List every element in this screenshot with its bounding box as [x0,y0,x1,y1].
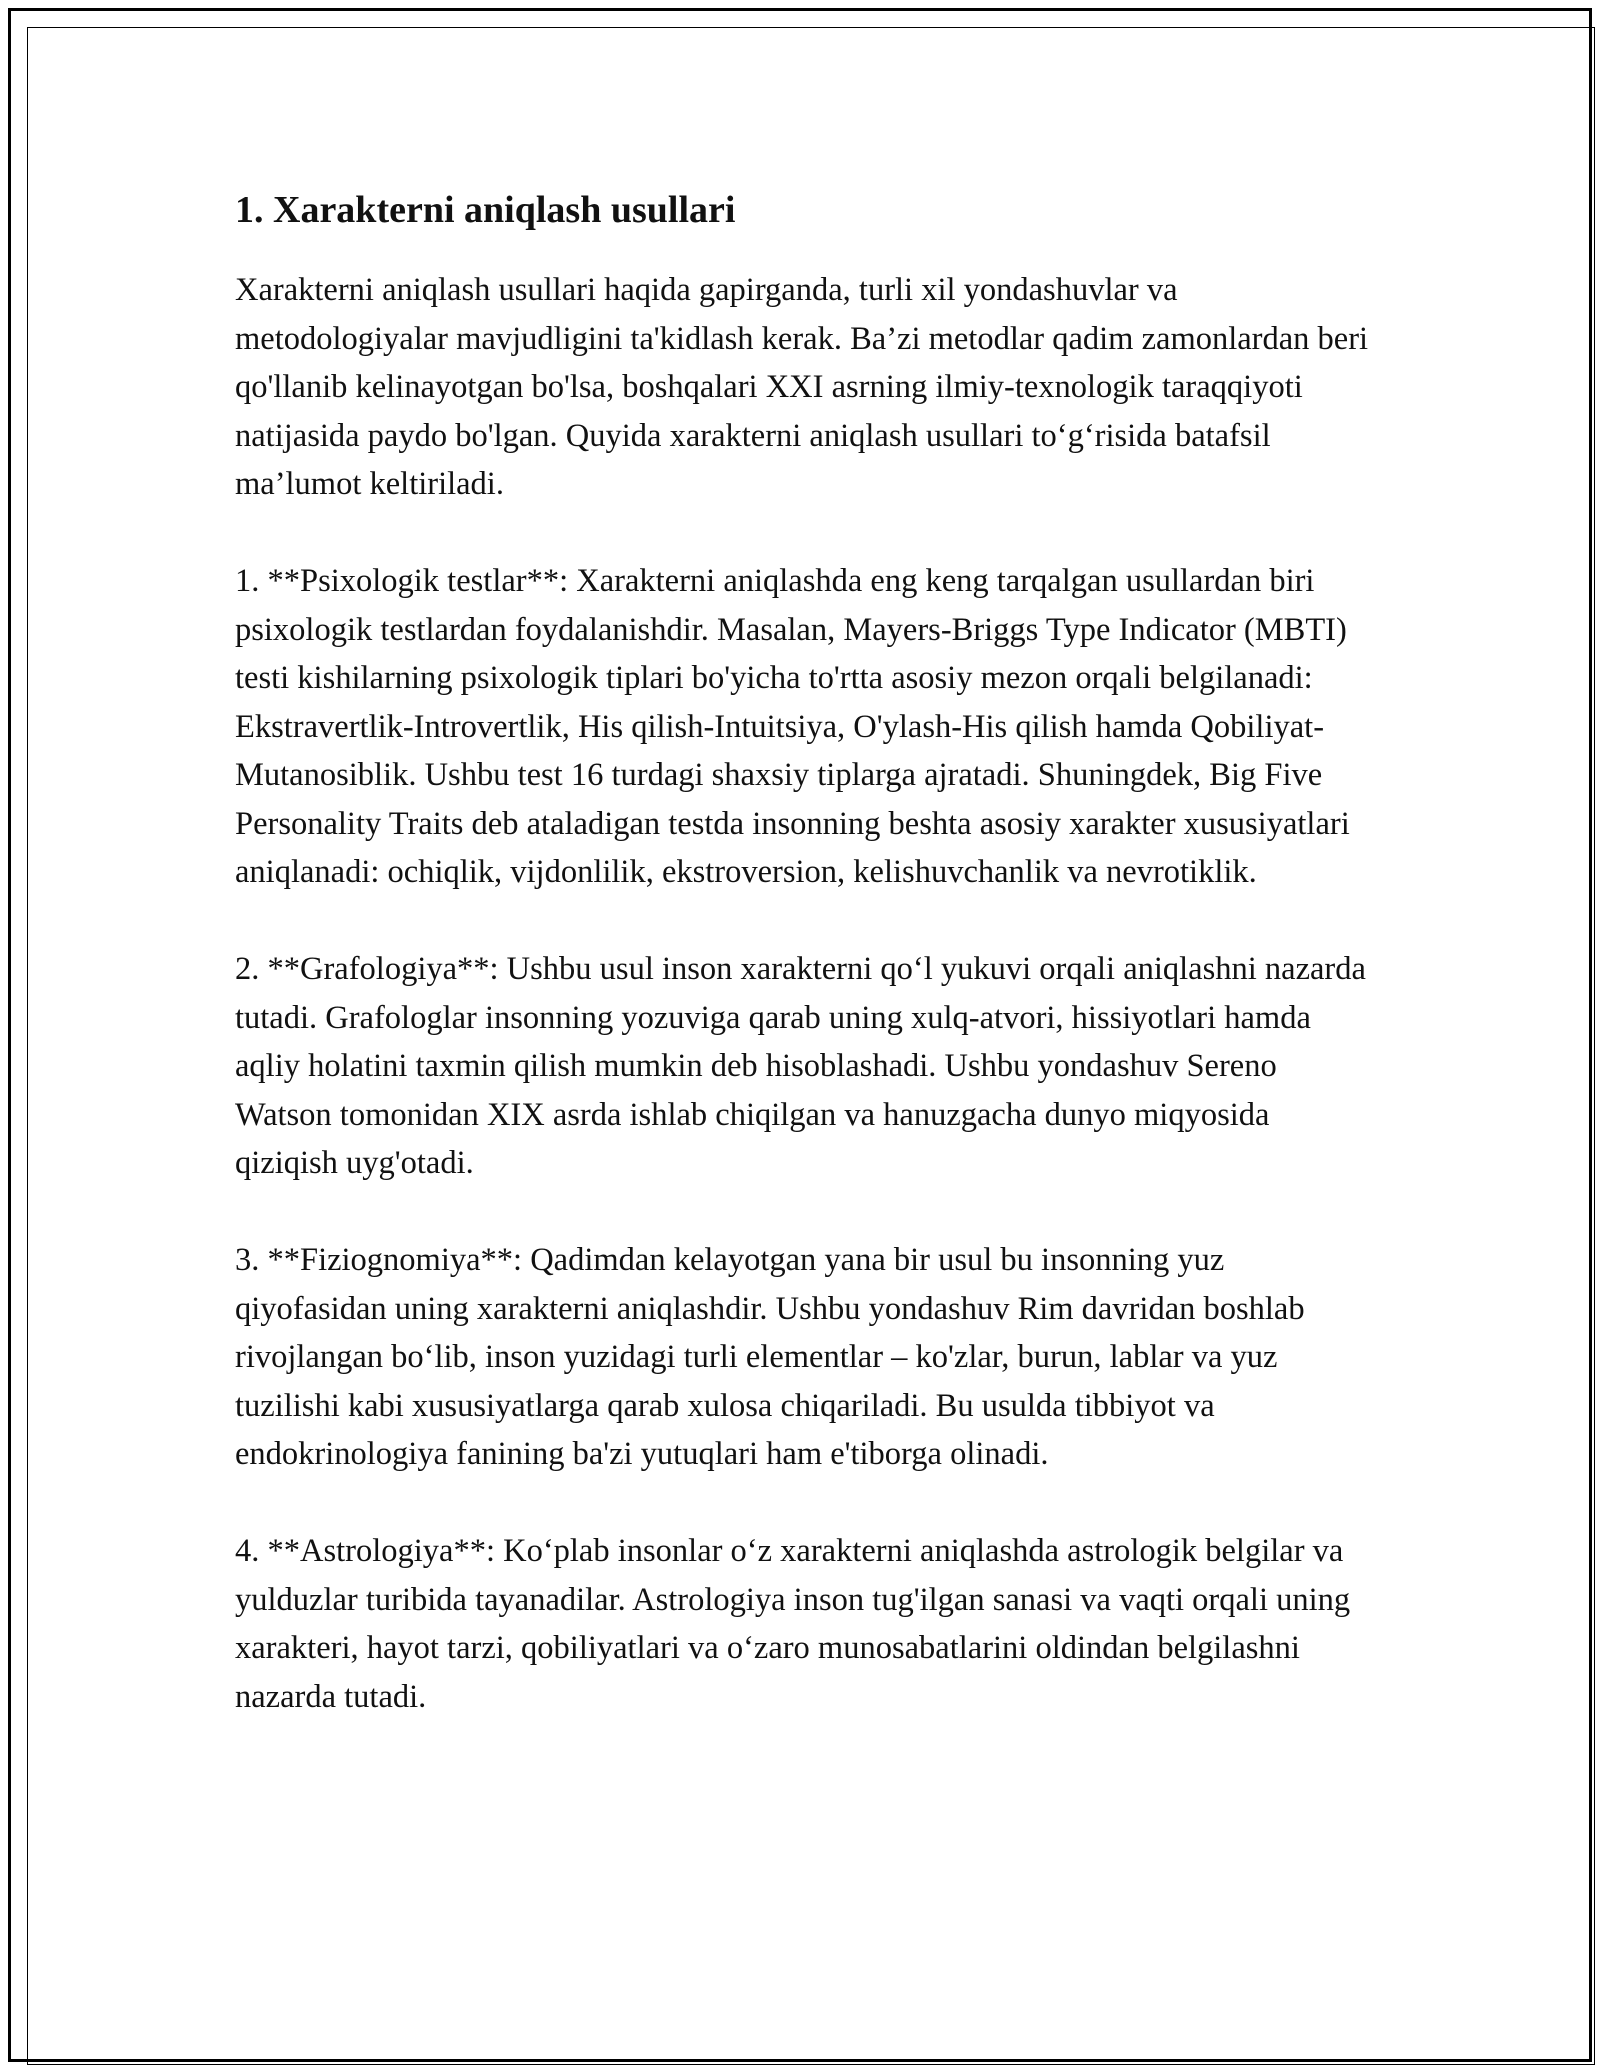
paragraph-psixologik-testlar: 1. **Psixologik testlar**: Xarakterni aniqlashda eng keng tarqalgan usullardan biri psixologik testlardan foydalanishdir. Masalan, Mayers-Briggs Type Indicator (MBTI) testi kishilarning psixologik tiplari bo'yicha to'rtta asosiy mezon orqali belgilanadi: Ekstravertlik-Introvertlik, His qilish-Intuitsiya, O'ylash-His qilish hamda Qobiliyat-Mutanosiblik. Ushbu test 16 turdagi shaxsiy tiplarga ajratadi. Shuningdek, Big Five Personality Traits deb ataladigan testda insonning beshta asosiy xarakter xususiyatlari aniqlanadi: ochiqlik, vijdonlilik, ekstroversion, kelishuvchanlik va nevrotiklik. [235,563,1350,890]
intro-paragraph: Xarakterni aniqlash usullari haqida gapirganda, turli xil yondashuvlar va metodologiyalar mavjudligini ta'kidlash kerak. Ba’zi metodlar qadim zamonlardan beri qo'llanib kelinayotgan bo'lsa, boshqalari XXI asrning ilmiy-texnologik taraqqiyoti natijasida paydo bo'lgan. Quyida xarakterni aniqlash usullari to‘g‘risida batafsil ma’lumot keltiriladi. [235,272,1369,502]
paragraph-grafologiya: 2. **Grafologiya**: Ushbu usul inson xarakterni qo‘l yukuvi orqali aniqlashni nazarda tutadi. Grafologlar insonning yozuviga qarab uning xulq-atvori, hissiyotlari hamda aqliy holatini taxmin qilish mumkin deb hisoblashadi. Ushbu yondashuv Sereno Watson tomonidan XIX asrda ishlab chiqilgan va hanuzgacha dunyo miqyosida qiziqish uyg'otadi. [235,951,1366,1181]
section-heading: 1. Xarakterni aniqlash usullari [235,189,736,231]
paragraph-fiziognomiya: 3. **Fiziognomiya**: Qadimdan kelayotgan yana bir usul bu insonning yuz qiyofasidan uning xarakterni aniqlashdir. Ushbu yondashuv Rim davridan boshlab rivojlangan bo‘lib, inson yuzidagi turli elementlar – ko'zlar, burun, lablar va yuz tuzilishi kabi xususiyatlarga qarab xulosa chiqariladi. Bu usulda tibbiyot va endokrinologiya fanining ba'zi yutuqlari ham e'tiborga olinadi. [235,1242,1305,1472]
paragraph-astrologiya: 4. **Astrologiya**: Ko‘plab insonlar o‘z xarakterni aniqlashda astrologik belgilar va yulduzlar turibida tayanadilar. Astrologiya inson tug'ilgan sanasi va vaqti orqali uning xarakteri, hayot tarzi, qobiliyatlari va o‘zaro munosabatlarini oldindan belgilashni nazarda tutadi. [235,1533,1351,1715]
document-body [235,186,1375,1770]
